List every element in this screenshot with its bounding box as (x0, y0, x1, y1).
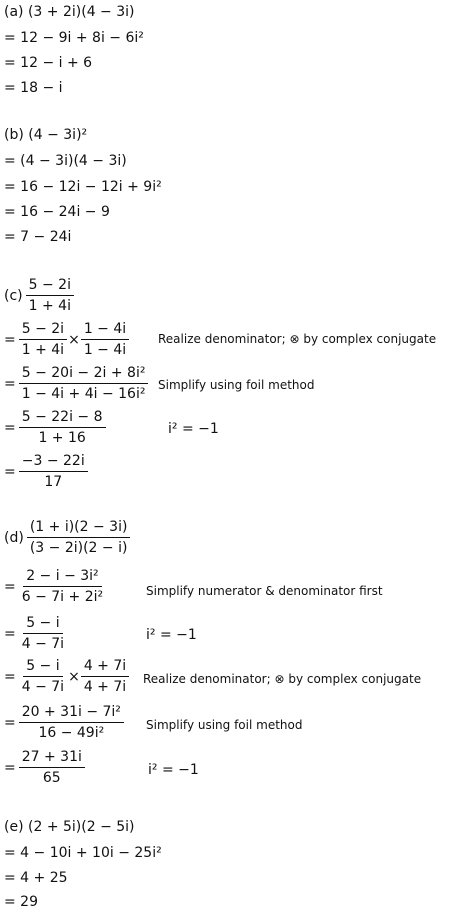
fraction (19, 408, 106, 447)
equals-sign: = (4, 463, 16, 480)
denominator: 1 + 16 (38, 430, 86, 446)
part-c-problem (4, 276, 74, 315)
part-e-label: (e) (4, 819, 24, 835)
numerator: 5 − i (23, 657, 62, 677)
denominator: 4 − 7i (21, 636, 65, 652)
part-c-step-1 (4, 320, 129, 359)
fraction (19, 703, 124, 742)
numerator: (1 + i)(2 − 3i) (27, 518, 131, 538)
equals-sign: = (4, 419, 16, 436)
part-d-step-5 (4, 748, 85, 787)
part-d-label: (d) (4, 529, 24, 546)
part-d-problem (4, 518, 130, 557)
part-c-step-3 (4, 408, 106, 447)
fraction (19, 614, 67, 653)
denominator: 1 − 4i + 4i − 16i² (21, 386, 146, 402)
numerator: 5 − i (23, 614, 62, 634)
part-d-step-2-note: i² = −1 (146, 627, 197, 643)
part-a-line-3: = 18 − i (4, 80, 63, 96)
part-e-line-1: = 4 − 10i + 10i − 25i² (4, 845, 162, 861)
numerator: 5 − 2i (19, 320, 67, 340)
equals-sign: = (4, 331, 16, 348)
numerator: −3 − 22i (19, 452, 88, 472)
part-c-step-4 (4, 452, 88, 491)
part-a-label: (a) (4, 4, 24, 20)
part-b-label: (b) (4, 127, 24, 143)
part-d-step-3-note: Realize denominator; ⊗ by complex conjugate (143, 672, 422, 686)
denominator: 6 − 7i + 2i² (21, 589, 104, 605)
denominator: 4 − 7i (21, 679, 65, 695)
part-c-fraction (26, 276, 74, 315)
numerator: 5 − 2i (26, 276, 74, 296)
part-a-line-2: = 12 − i + 6 (4, 55, 93, 71)
numerator: 1 − 4i (81, 320, 129, 340)
part-e-line-3: = 29 (4, 894, 38, 910)
part-e-problem (4, 818, 135, 836)
denominator: 16 − 49i² (38, 725, 105, 741)
part-c-step-3-note: i² = −1 (168, 421, 219, 437)
denominator: 1 + 4i (21, 342, 65, 358)
fraction (19, 657, 67, 696)
part-d-step-3 (4, 657, 129, 696)
denominator: (3 − 2i)(2 − i) (29, 540, 128, 556)
denominator: 4 + 7i (83, 679, 127, 695)
part-b-line-2: = 16 − 12i − 12i + 9i² (4, 179, 162, 195)
equals-sign: = (4, 714, 16, 731)
numerator: 2 − i − 3i² (23, 567, 101, 587)
part-b-line-4: = 7 − 24i (4, 229, 72, 245)
denominator: 65 (42, 770, 61, 786)
fraction (19, 567, 106, 606)
equals-sign: = (4, 668, 16, 685)
fraction (19, 452, 88, 491)
numerator: 5 − 20i − 2i + 8i² (19, 364, 149, 384)
part-c-step-2-note: Simplify using foil method (158, 378, 315, 392)
part-a-problem (4, 3, 135, 21)
part-c-label: (c) (4, 287, 23, 304)
part-e-line-2: = 4 + 25 (4, 870, 68, 886)
fraction (19, 748, 85, 787)
part-c-step-1-note: Realize denominator; ⊗ by complex conjugate (158, 332, 437, 346)
equals-sign: = (4, 625, 16, 642)
part-d-step-2 (4, 614, 67, 653)
part-d-step-1 (4, 567, 106, 606)
part-a-line-1: = 12 − 9i + 8i − 6i² (4, 30, 144, 46)
part-a-expression: (3 + 2i)(4 − 3i) (27, 4, 135, 20)
part-b-problem (4, 126, 87, 144)
fraction (19, 320, 67, 359)
numerator: 20 + 31i − 7i² (19, 703, 124, 723)
part-d-step-1-note: Simplify numerator & denominator first (146, 584, 383, 598)
denominator: 17 (44, 474, 63, 490)
part-b-line-1: = (4 − 3i)(4 − 3i) (4, 153, 127, 169)
part-b-line-3: = 16 − 24i − 9 (4, 204, 110, 220)
conjugate-fraction (81, 320, 129, 359)
times-sign: × (68, 331, 80, 348)
part-d-step-4-note: Simplify using foil method (146, 718, 303, 732)
part-d-fraction (27, 518, 131, 557)
denominator: 1 + 4i (28, 298, 71, 314)
equals-sign: = (4, 375, 16, 392)
denominator: 1 − 4i (83, 342, 127, 358)
part-e-expression: (2 + 5i)(2 − 5i) (28, 819, 135, 835)
fraction (19, 364, 149, 403)
numerator: 4 + 7i (81, 657, 129, 677)
numerator: 5 − 22i − 8 (19, 408, 106, 428)
conjugate-fraction (81, 657, 129, 696)
equals-sign: = (4, 759, 16, 776)
part-b-expression: (4 − 3i)² (28, 127, 88, 143)
numerator: 27 + 31i (19, 748, 85, 768)
times-sign: × (68, 668, 80, 685)
equals-sign: = (4, 578, 16, 595)
part-d-step-4 (4, 703, 124, 742)
part-c-step-2 (4, 364, 148, 403)
part-d-step-5-note: i² = −1 (148, 762, 199, 778)
